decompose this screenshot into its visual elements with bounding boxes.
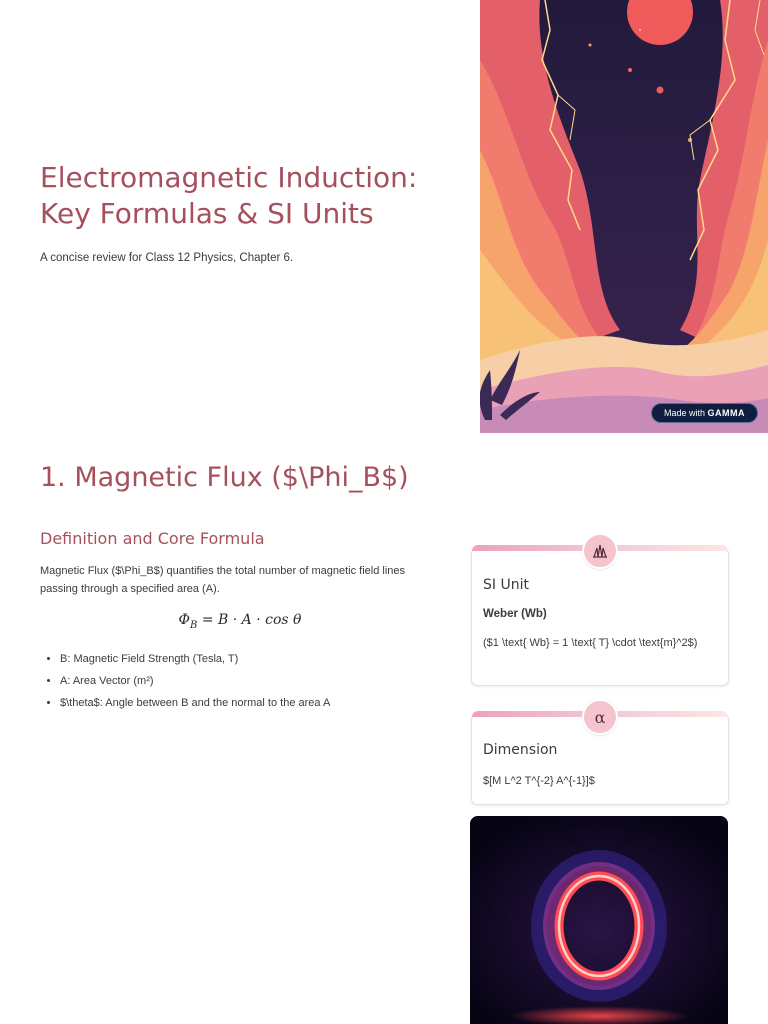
section-body: Magnetic Flux ($\Phi_B$) quantifies the total number of magnetic field lines passing through a specified area (A). [40, 565, 406, 595]
dimension-title: Dimension [483, 742, 558, 758]
page-subtitle: A concise review for Class 12 Physics, Chapter 6. [40, 252, 294, 264]
page-title-line-1: Electromagnetic Induction: [40, 161, 418, 194]
list-item: • $\theta$: Angle between B and the normal to the area A [60, 692, 460, 714]
made-with-prefix: Made with [663, 408, 705, 418]
formula-rhs: = B · A · cos θ [201, 612, 302, 628]
variable-list [40, 648, 460, 714]
list-item: • A: Area Vector (m²) [60, 670, 460, 692]
list-item: • B: Magnetic Field Strength (Tesla, T) [60, 648, 460, 670]
page-title [40, 160, 450, 232]
neon-ring-image [470, 816, 728, 1024]
glowing-ring-illustration [470, 816, 728, 1024]
si-unit-card [471, 548, 729, 686]
si-unit-detail: ($1 \text{ Wb} = 1 \text{ T} \cdot \text{m}^2$) [483, 637, 698, 649]
dimension-value: $[M L^2 T^{-2} A^{-1}]$ [483, 775, 595, 787]
made-with-badge[interactable] [651, 403, 758, 423]
page-title-line-2: Key Formulas & SI Units [40, 197, 374, 230]
alpha-icon: α [582, 699, 618, 735]
section-subtitle: Definition and Core Formula [40, 529, 265, 548]
section-title: 1. Magnetic Flux ($\Phi_B$) [40, 462, 409, 493]
flux-formula [40, 612, 440, 631]
dimension-card [471, 707, 729, 805]
made-with-brand: GAMMA [707, 408, 745, 418]
grass-icon [582, 533, 618, 569]
hero-illustration [480, 0, 768, 433]
formula-lhs: Φ [178, 612, 191, 628]
si-unit-value: Weber (Wb) [483, 608, 547, 620]
canyon-lightning-image [480, 0, 768, 433]
si-unit-title: SI Unit [483, 577, 529, 593]
formula-subscript: B [190, 619, 198, 631]
